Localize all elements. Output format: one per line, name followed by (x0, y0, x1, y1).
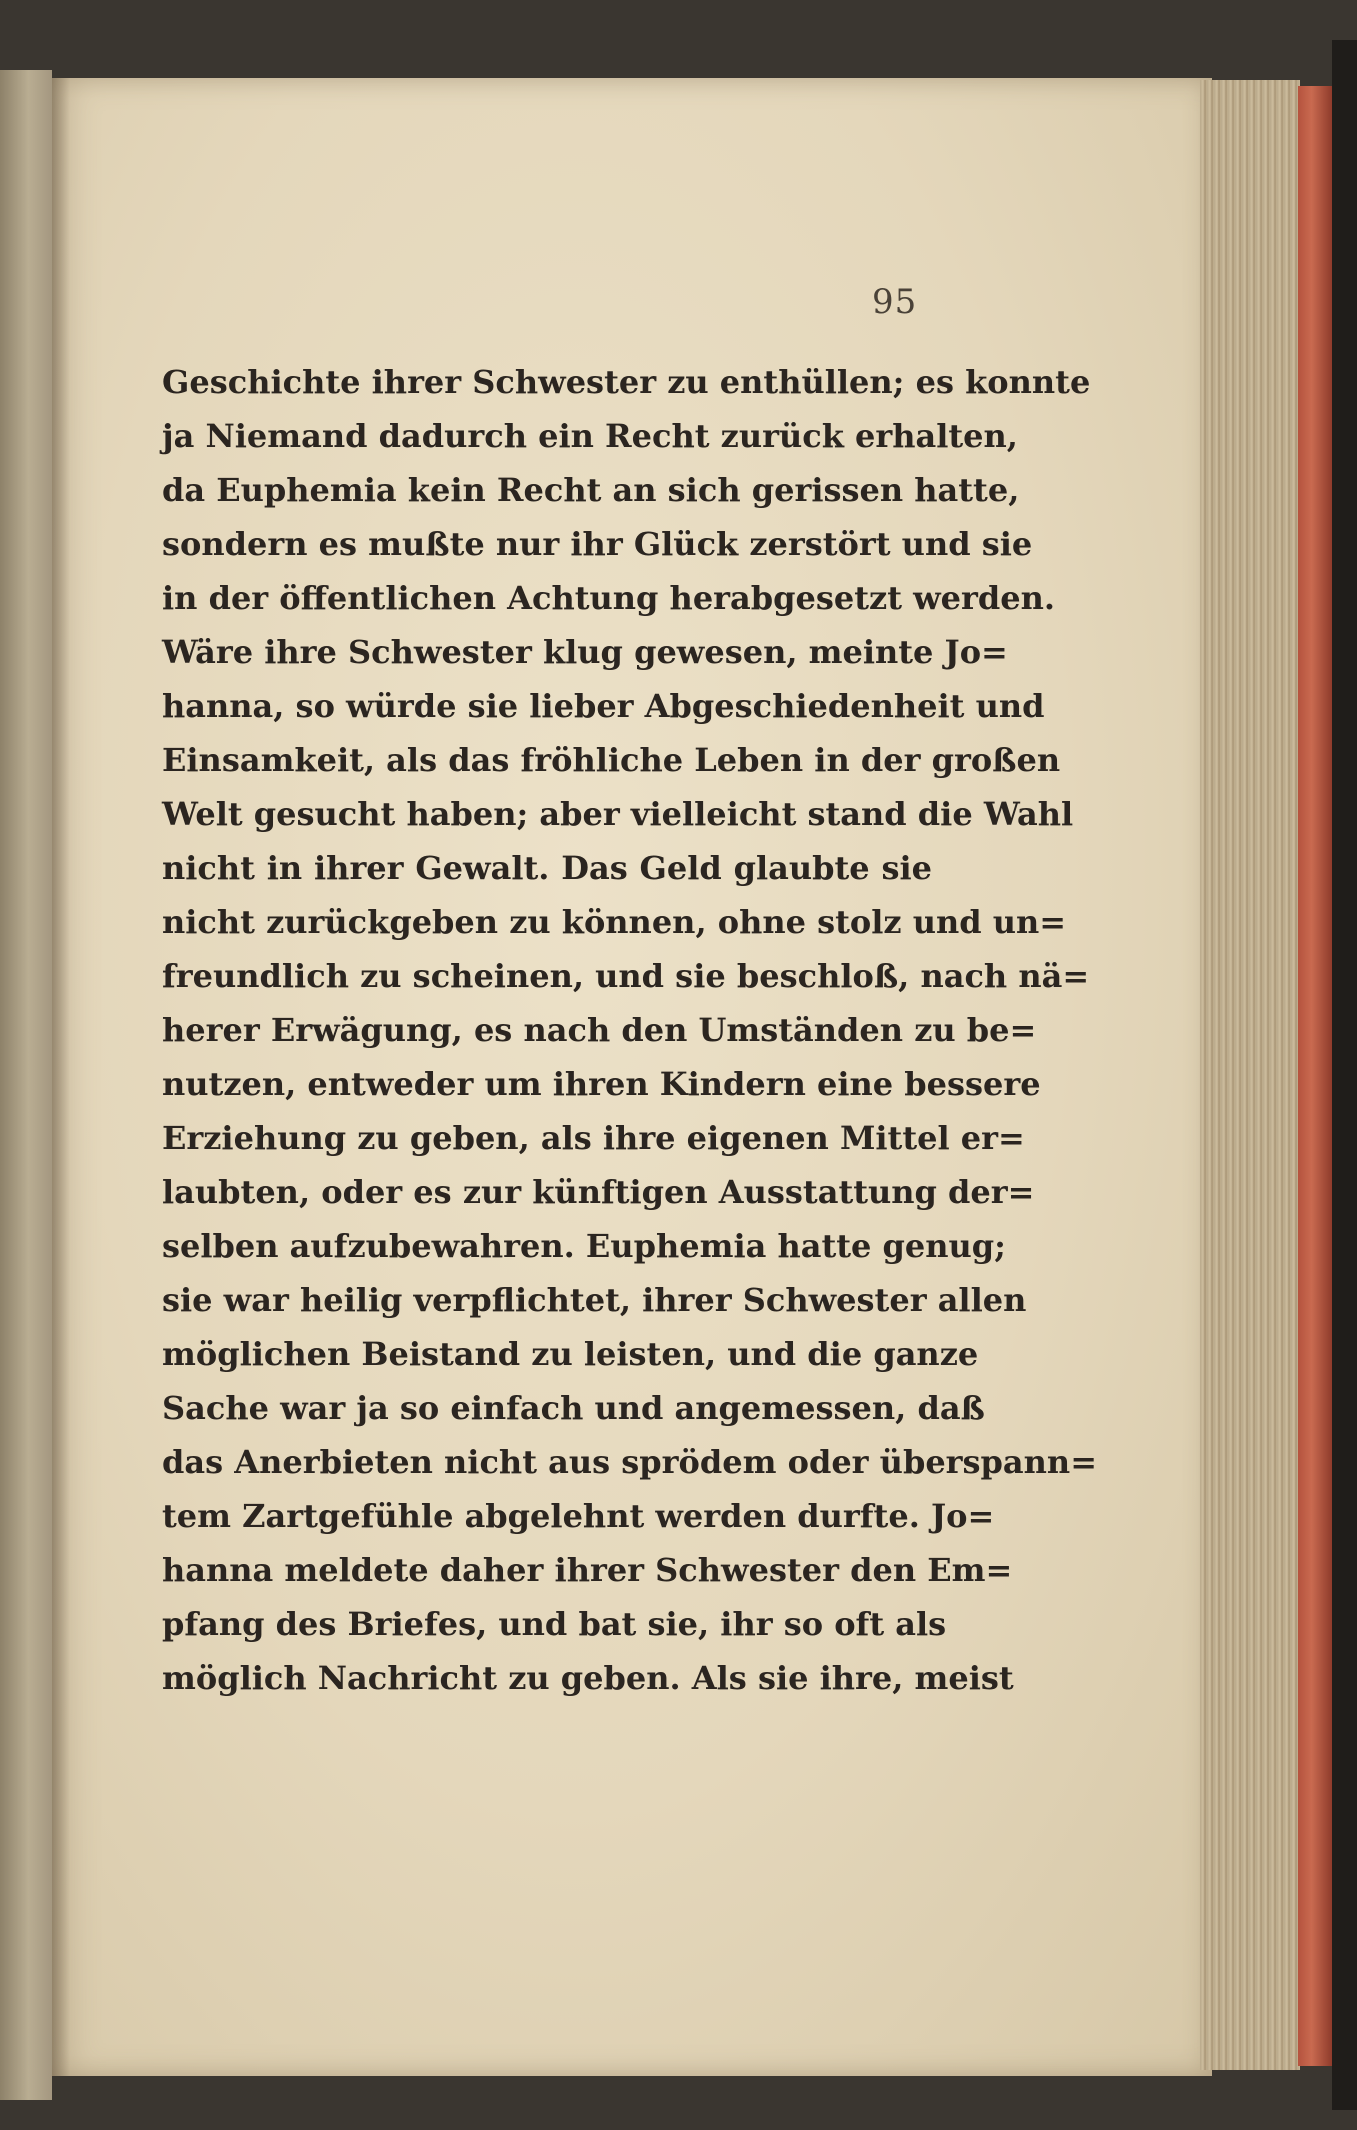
text-line: laubten, oder es zur künftigen Ausstattung der= (162, 1173, 1035, 1211)
text-line: Sache war ja so einfach und angemessen, daß (162, 1389, 985, 1427)
text-line: in der öffentlichen Achtung herabgesetzt werden. (162, 579, 1056, 617)
text-line: Welt gesucht haben; aber vielleicht stand die Wahl (162, 795, 1074, 833)
text-line: pfang des Briefes, und bat sie, ihr so oft als (162, 1605, 947, 1643)
text-line: möglich Nachricht zu geben. Als sie ihre, meist (162, 1659, 1014, 1697)
text-line: sie war heilig verpflichtet, ihrer Schwester allen (162, 1281, 1027, 1319)
text-line: nicht in ihrer Gewalt. Das Geld glaubte sie (162, 849, 932, 887)
text-line: da Euphemia kein Recht an sich gerissen hatte, (162, 471, 1020, 509)
text-line: hanna, so würde sie lieber Abgeschiedenheit und (162, 687, 1045, 725)
text-line: nicht zurückgeben zu können, ohne stolz und un= (162, 903, 1067, 941)
text-line: tem Zartgefühle abgelehnt werden durfte. Jo= (162, 1497, 995, 1535)
gutter-shadow (52, 78, 70, 2076)
body-text (162, 355, 1097, 1705)
text-line: das Anerbieten nicht aus sprödem oder überspann= (162, 1443, 1097, 1481)
text-line: sondern es mußte nur ihr Glück zerstört und sie (162, 525, 1033, 563)
text-line: Wäre ihre Schwester klug gewesen, meinte Jo= (162, 633, 1008, 671)
page-edges (1200, 80, 1300, 2070)
text-line: hanna meldete daher ihrer Schwester den Em= (162, 1551, 1013, 1589)
red-page-edge (1298, 86, 1332, 2066)
text-line: herer Erwägung, es nach den Umständen zu be= (162, 1011, 1037, 1049)
text-line: nutzen, entweder um ihren Kindern eine bessere (162, 1065, 1041, 1103)
text-line: Geschichte ihrer Schwester zu enthüllen; es konnte (162, 363, 1091, 401)
left-page-edge (0, 70, 52, 2100)
text-line: Einsamkeit, als das fröhliche Leben in der großen (162, 741, 1061, 779)
text-line: freundlich zu scheinen, und sie beschloß, nach nä= (162, 957, 1090, 995)
book-cover-edge (1332, 40, 1357, 2110)
page-number: 95 (872, 282, 918, 322)
text-line: möglichen Beistand zu leisten, und die ganze (162, 1335, 979, 1373)
text-line: selben aufzubewahren. Euphemia hatte genug; (162, 1227, 1006, 1265)
text-line: Erziehung zu geben, als ihre eigenen Mittel er= (162, 1119, 1025, 1157)
text-line: ja Niemand dadurch ein Recht zurück erhalten, (162, 417, 1018, 455)
